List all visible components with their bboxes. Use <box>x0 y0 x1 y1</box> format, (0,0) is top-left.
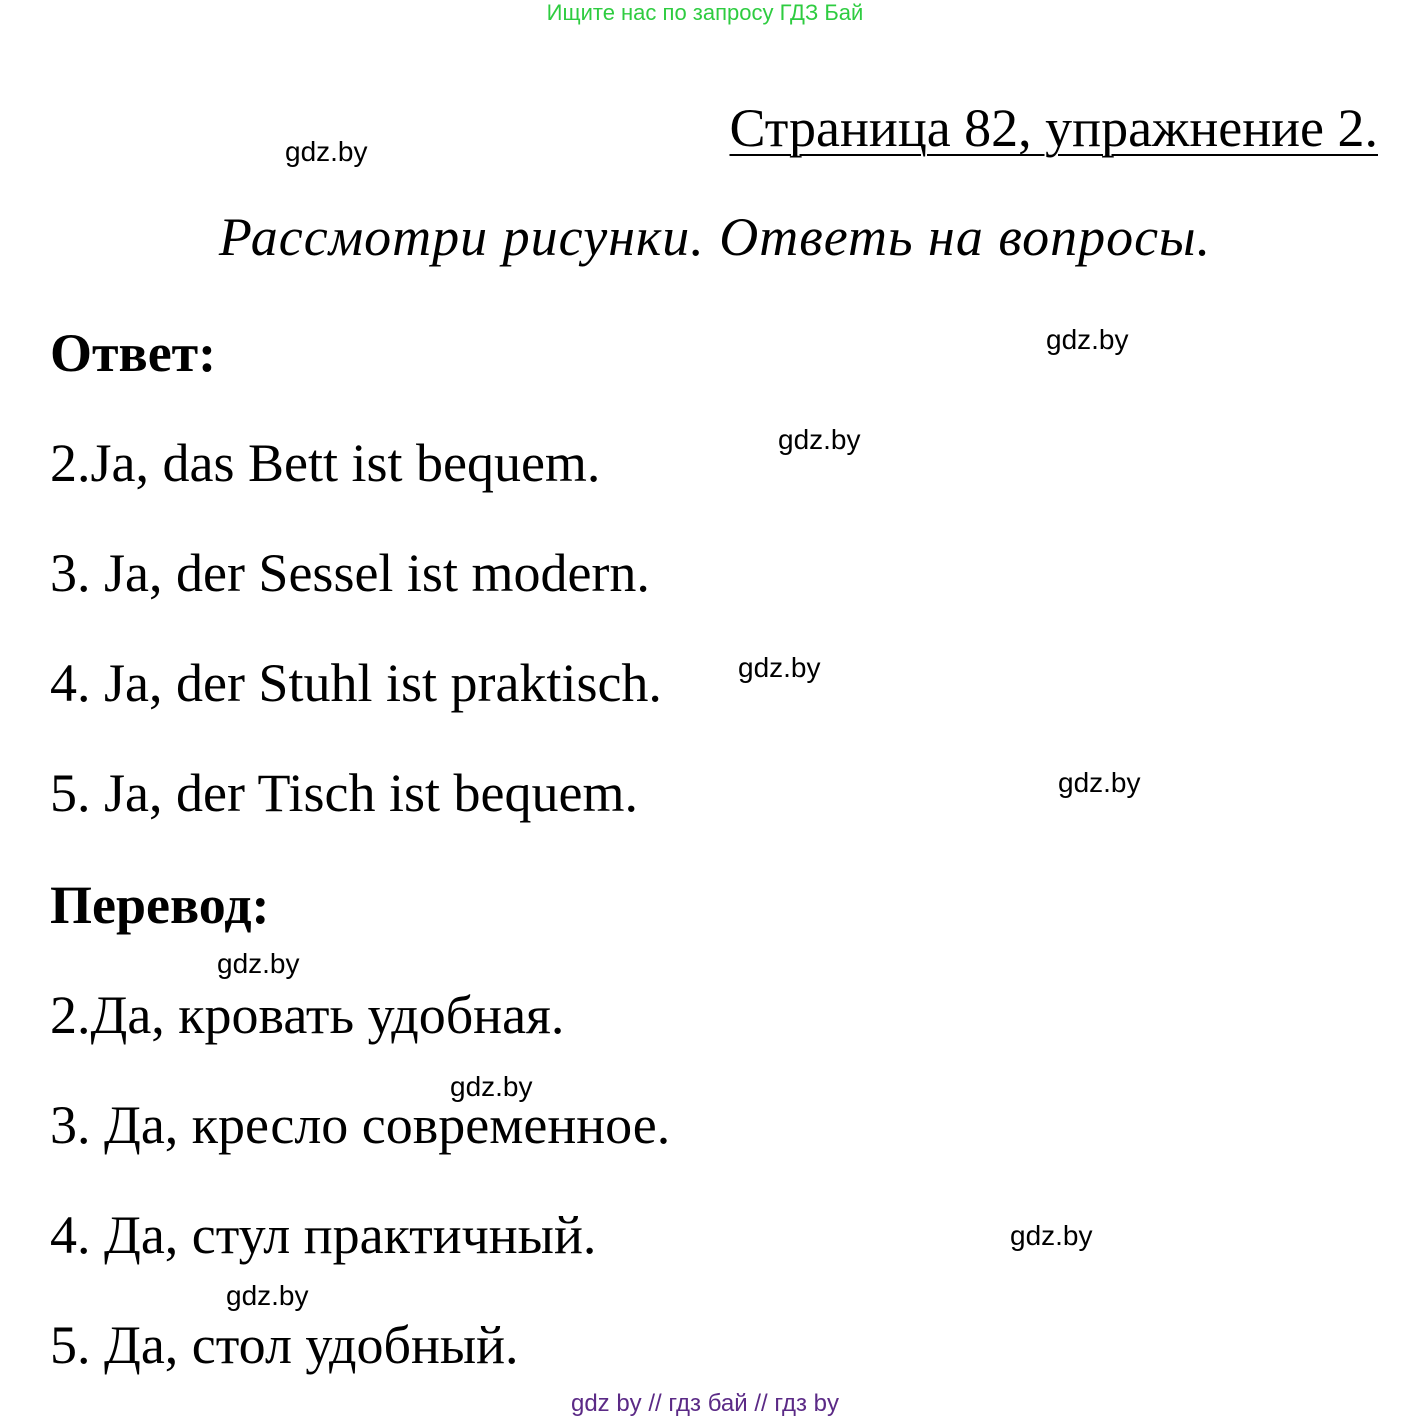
watermark: gdz.by <box>450 1071 533 1102</box>
answer-line: 2.Ja, das Bett ist bequem. <box>50 433 601 493</box>
translation-line: 2.Да, кровать удобная. <box>50 985 565 1045</box>
translation-heading: Перевод: <box>50 875 270 935</box>
translation-line: 5. Да, стол удобный. <box>50 1315 519 1375</box>
translation-line: 3. Да, кресло современное. <box>50 1095 671 1155</box>
watermark: gdz.by <box>1046 324 1129 355</box>
answer-line: 4. Ja, der Stuhl ist praktisch. <box>50 653 662 713</box>
watermark: gdz.by <box>217 948 300 979</box>
translation-line: 4. Да, стул практичный. <box>50 1205 597 1265</box>
answer-heading: Ответ: <box>50 323 217 383</box>
watermark: gdz.by <box>1010 1220 1093 1251</box>
answer-line: 5. Ja, der Tisch ist bequem. <box>50 763 638 823</box>
footer-links: gdz by // гдз бай // гдз by <box>570 1390 840 1417</box>
search-banner: Ищите нас по запросу ГДЗ Бай <box>546 0 864 25</box>
watermark: gdz.by <box>1058 767 1141 798</box>
page-title: Страница 82, упражнение 2. <box>729 98 1378 158</box>
task-instruction: Рассмотри рисунки. Ответь на вопросы. <box>218 207 1212 267</box>
answer-line: 3. Ja, der Sessel ist modern. <box>50 543 650 603</box>
watermark: gdz.by <box>778 424 861 455</box>
watermark: gdz.by <box>285 136 368 167</box>
watermark: gdz.by <box>226 1280 309 1311</box>
watermark: gdz.by <box>738 652 821 683</box>
